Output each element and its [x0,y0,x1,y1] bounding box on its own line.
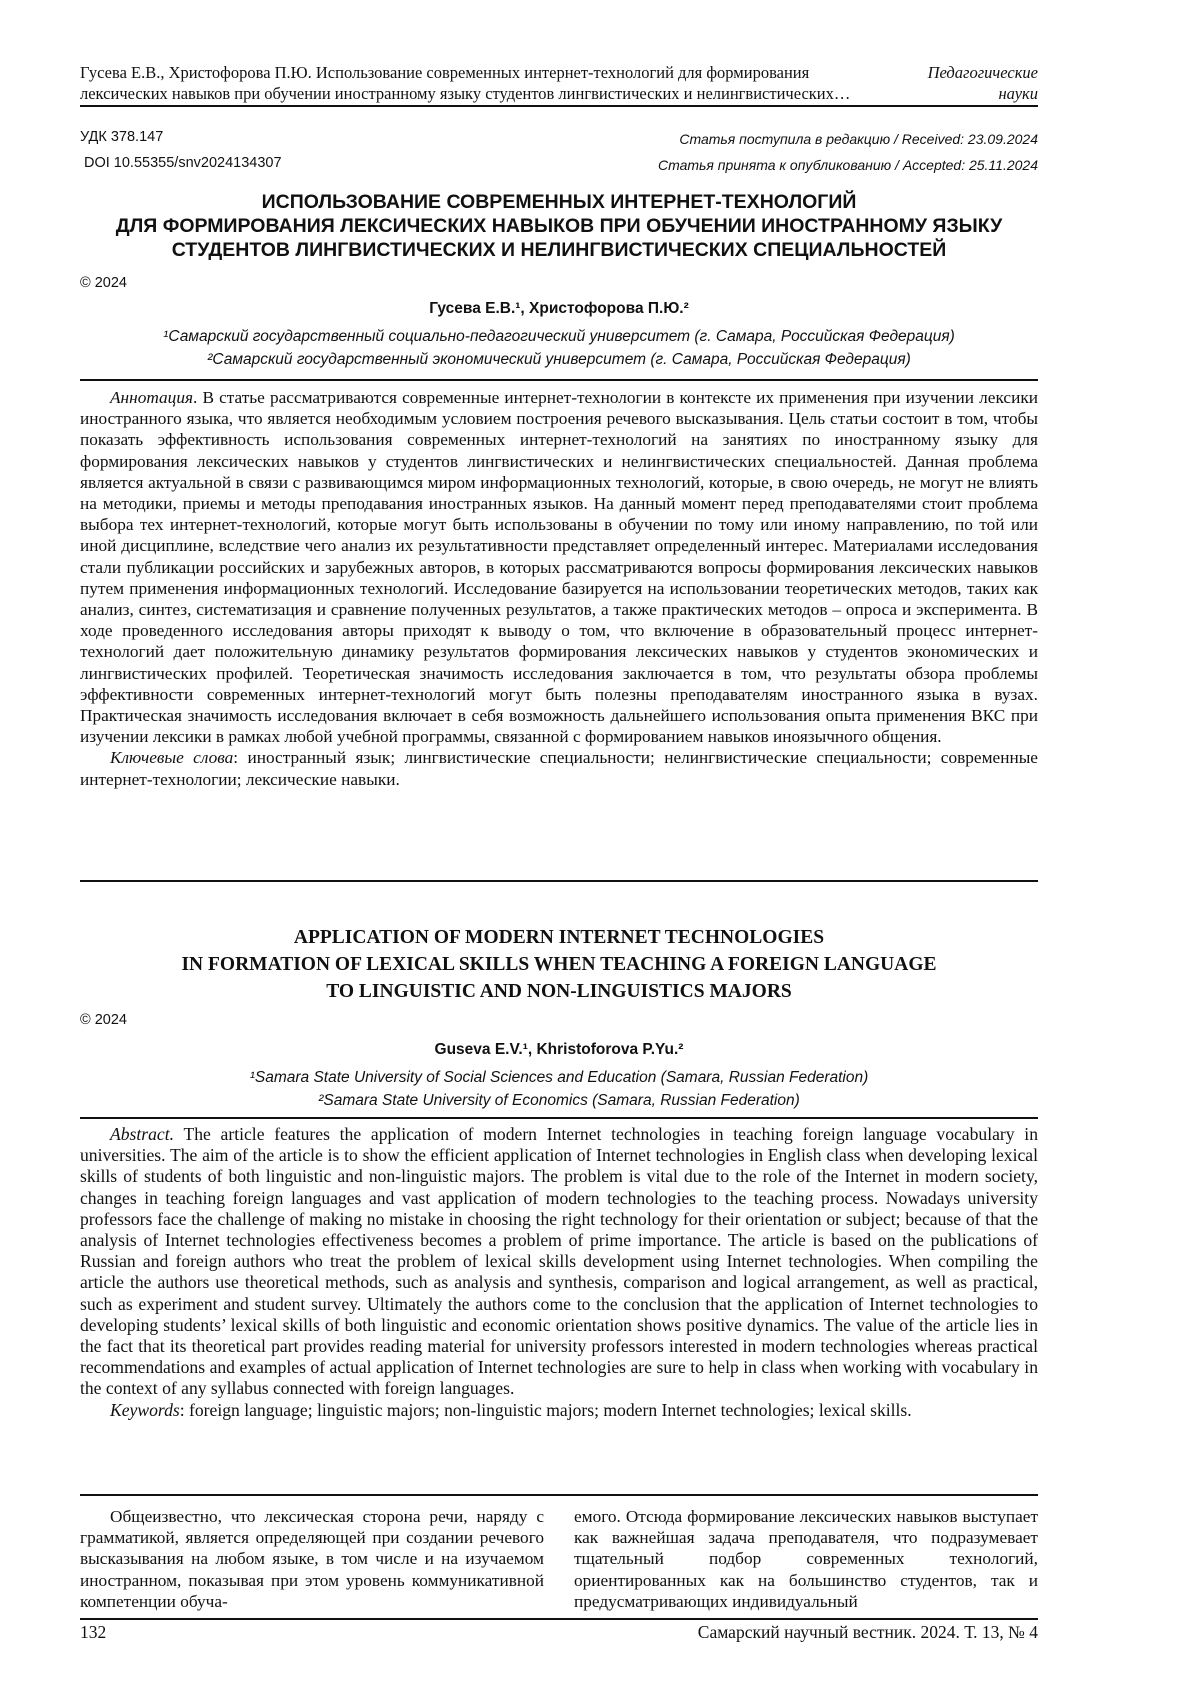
affiliation-en-2: ²Samara State University of Economics (Samara, Russian Federation) [80,1089,1038,1112]
running-header-citation [80,62,900,104]
title-en-line: TO LINGUISTIC AND NON-LINGUISTICS MAJORS [80,978,1038,1005]
body-column-left: Общеизвестно, что лексическая сторона речи, на­ряду с грамматикой, является определяющей при со­здании речевого высказывания на любом языке, в том числе и на изучаемом иностранном, показывая при этом уровень коммуникативной компетенции обуча- [80,1506,544,1612]
affiliation-ru-1: ¹Самарский государственный социально-педагогический университет (г. Самара, Российская Федерация) [80,325,1038,348]
affiliations-en [80,1066,1038,1112]
affiliation-en-1: ¹Samara State University of Social Sciences and Education (Samara, Russian Federation) [80,1066,1038,1089]
header-rule [80,105,1038,107]
affiliations-ru [80,325,1038,371]
abstract-en-label: Abstract. [110,1124,174,1144]
keywords-ru-paragraph [80,747,1038,789]
abstract-en-text: The article features the application of modern Internet technologies in teaching foreign language vocab­ulary in universities. The aim of the article is to show the efficient application of Internet technologies in English class when developing lexical skills of students of both linguistic and non-linguistic majors. The problem is vital due to the role of the Internet in modern society, changes in teaching foreign languages and vast application of modern technologies to the teaching process. Nowadays university professors face the challenge of making no mistake in choosing the right technology for their orientation or subject; because of that the analysis of Internet technologies ef­fectiveness becomes a problem of prime importance. The article is based on the publications of Russian and foreign authors who treat the problem of lexical skills development using Internet technologies. When compiling the article the authors use theoretical methods, such as analysis and synthesis, comparison and logical arrangement, as well as practical, such as experiment and student survey. Ultimately the authors come to the conclusion that the application of Internet technologies to developing students’ lexical skills of both linguistic and economic orientation shows posi­tive dynamics. The value of the article lies in the fact that its theoretical part provides reading material for university professors interested in modern technologies whereas practical recommendations and examples of actual application of Internet technologies are sure to help in class when working with vocabulary in the context of any syllabus con­nected with foreign languages. [80,1124,1038,1398]
affiliation-ru-2: ²Самарский государственный экономический университет (г. Самара, Российская Федерация) [80,348,1038,371]
abstract-en-paragraph [80,1124,1038,1400]
article-dates [658,126,1038,178]
abstract-en [80,1124,1038,1421]
body-column-right: емого. Отсюда формирование лексических навыков выступает как важнейшая задача преподавателя, что подразумевает тщательный подбор современных тех­нологий, ориентированных как на большинство сту­дентов, так и предусматривающих индивидуальный [574,1506,1038,1612]
keywords-ru-text: : иностранный язык; лингвистические специальности; нелингвистические специальности; современные интернет-технологии; лексические навыки. [80,748,1038,788]
copyright-ru: © 2024 [80,275,127,291]
running-header-section [928,62,1038,104]
section-line-2: науки [928,83,1038,104]
citation-line-1: Гусева Е.В., Христофорова П.Ю. Использование современных интернет-технологий для формирования [80,62,900,83]
keywords-en-label: Keywords [110,1400,180,1420]
abstract-ru-paragraph [80,387,1038,747]
section-line-1: Педагогические [928,62,1038,83]
keywords-en-paragraph [80,1400,1038,1421]
title-en-line: IN FORMATION OF LEXICAL SKILLS WHEN TEACHING A FOREIGN LANGUAGE [80,951,1038,978]
divider-top-ru [80,379,1038,381]
page-number: 132 [80,1622,106,1643]
title-en-line: APPLICATION OF MODERN INTERNET TECHNOLOGIES [80,924,1038,951]
udk-code: УДК 378.147 [80,124,282,150]
footer-rule [80,1618,1038,1620]
abstract-ru-label: Аннотация [110,388,193,407]
authors-ru: Гусева Е.В.¹, Христофорова П.Ю.² [80,300,1038,318]
doi[interactable]: DOI 10.55355/snv2024134307 [80,150,282,176]
divider-top-en [80,1117,1038,1119]
journal-citation: Самарский научный вестник. 2024. Т. 13, № 4 [698,1622,1038,1643]
divider-bottom-ru [80,880,1038,882]
title-ru [80,190,1038,262]
title-ru-line: СТУДЕНТОВ ЛИНГВИСТИЧЕСКИХ И НЕЛИНГВИСТИЧЕСКИХ СПЕЦИАЛЬНОСТЕЙ [80,238,1038,262]
title-ru-line: ДЛЯ ФОРМИРОВАНИЯ ЛЕКСИЧЕСКИХ НАВЫКОВ ПРИ ОБУЧЕНИИ ИНОСТРАННОМУ ЯЗЫКУ [80,214,1038,238]
keywords-ru-label: Ключевые слова [110,748,233,767]
title-en [80,924,1038,1005]
citation-line-2: лексических навыков при обучении иностранному языку студентов лингвистических и нелингвистических… [80,83,900,104]
authors-en: Guseva E.V.¹, Khristoforova P.Yu.² [80,1041,1038,1059]
accepted-date: Статья принята к опубликованию / Accepted: 25.11.2024 [658,152,1038,178]
abstract-ru [80,387,1038,790]
copyright-en: © 2024 [80,1012,127,1028]
divider-bottom-en [80,1494,1038,1496]
received-date: Статья поступила в редакцию / Received: 23.09.2024 [658,126,1038,152]
abstract-ru-text: . В статье рассматриваются современные интернет-технологии в контексте их применения при изучении лексики иностранного языка, что является необходимым условием построения речевого высказы­вания. Цель статьи состоит в том, чтобы показать эффективность использования современных интернет-тех­нологий на занятиях по иностранному языку для формирования лексических навыков у студентов лингви­стических и нелингвистических специальностей. Данная проблема является актуальной в связи с развиваю­щимся миром информационных технологий, которые, в свою очередь, не могут не влиять на методики, при­емы и методы преподавания иностранных языков. На данный момент перед преподавателями стоит пробле­ма выбора тех интернет-технологий, которые могут быть использованы в обучении по тому или иному направлению, по той или иной дисциплине, вследствие чего анализ их результативности представляет опре­деленный интерес. Материалами исследования стали публикации российских и зарубежных авторов, в кото­рых рассматриваются вопросы формирования лексических навыков путем применения информационных технологий. Исследование базируется на использовании теоретических методов, таких как анализ, синтез, систематизация и сравнение полученных результатов, а также практических методов – опроса и экспери­мента. В ходе проведенного исследования авторы приходят к выводу о том, что включение в образовательный процесс интернет-технологий дает положительную динамику результатов формирования лексических навы­ков у студентов экономических и лингвистических профилей. Теоретическая значимость исследования за­ключается в том, что результаты обзора проблемы эффективности современных интернет-технологий могут быть полезны преподавателям иностранного языка в вузах. Практическая значимость исследования включает в себя возможность дальнейшего использования опыта применения ВКС при изучении лексики в рамках лю­бой учебной программы, связанной с формированием навыков иноязычного общения. [80,388,1038,746]
title-ru-line: ИСПОЛЬЗОВАНИЕ СОВРЕМЕННЫХ ИНТЕРНЕТ-ТЕХНОЛОГИЙ [80,190,1038,214]
article-identifiers [80,124,282,176]
keywords-en-text: : foreign language; linguistic majors; non-linguistic majors; modern Internet technologies; lexical skills. [180,1400,912,1420]
